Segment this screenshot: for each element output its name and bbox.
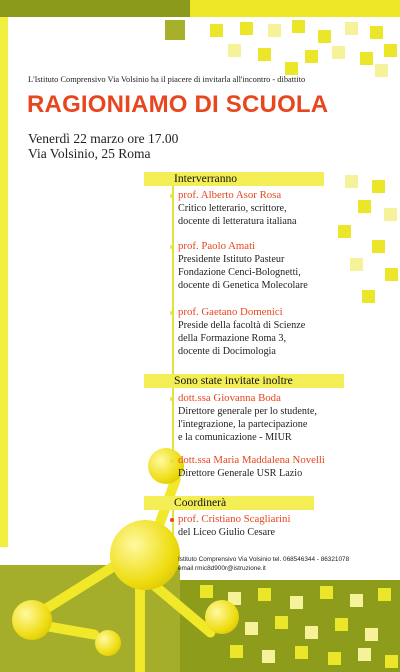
speaker-asor-rosa [178,189,398,228]
event-title: RAGIONIAMO DI SCUOLA [27,91,329,118]
speaker-role-line: Fondazione Cenci-Bolognetti, [178,267,301,278]
top-olive-band [0,0,190,17]
speaker-role-line: docente di Docimologia [178,346,276,357]
speaker-name: prof. Gaetano Domenici [178,306,398,319]
speaker-name: prof. Alberto Asor Rosa [178,189,398,202]
speakers-heading: Interverranno [144,172,324,186]
speaker-role-line: Critico letterario, scrittore, [178,203,287,214]
speaker-role-line: della Formazione Roma 3, [178,333,287,344]
intro-text: L'Istituto Comprensivo Via Volsinio ha il piacere di invitarla all'incontro - dibattito [28,75,306,84]
invited-novelli [178,454,398,480]
speaker-name: prof. Paolo Amati [178,240,398,253]
speaker-role-line: docente di Genetica Molecolare [178,280,308,291]
invited-role-line: Direttore Generale USR Lazio [178,468,303,479]
event-date: Venerdì 22 marzo ore 17.00 [28,131,179,146]
footer-phone-line: Istituto Comprensivo Via Volsinio tel. 068546344 - 86321078 [178,556,350,563]
coordinator-role-line: del Liceo Giulio Cesare [178,527,276,538]
event-address: Via Volsinio, 25 Roma [28,146,151,161]
speaker-domenici [178,306,398,358]
coordinator-name: prof. Cristiano Scagliarini [178,513,398,526]
invited-boda [178,392,398,444]
speaker-role-line: docente di letteratura italiana [178,216,297,227]
speaker-role-line: Presidente Istituto Pasteur [178,254,285,265]
coordinator-scagliarini [178,513,398,539]
top-yellow-band [190,0,400,17]
footer-contact [178,555,398,573]
invited-role-line: e la comunicazione - MIUR [178,432,292,443]
coordinator-heading: Coordinerà [144,496,314,510]
footer-email-line: email rmic8d900r@istruzione.it [178,565,266,572]
left-yellow-stripe [0,17,8,547]
invited-role-line: l'integrazione, la partecipazione [178,419,308,430]
invited-heading: Sono state invitate inoltre [144,374,344,388]
speaker-amati [178,240,398,292]
invited-name: dott.ssa Giovanna Boda [178,392,398,405]
invited-name: dott.ssa Maria Maddalena Novelli [178,454,398,467]
invited-role-line: Direttore generale per lo studente, [178,406,317,417]
speaker-role-line: Preside della facoltà di Scienze [178,320,306,331]
